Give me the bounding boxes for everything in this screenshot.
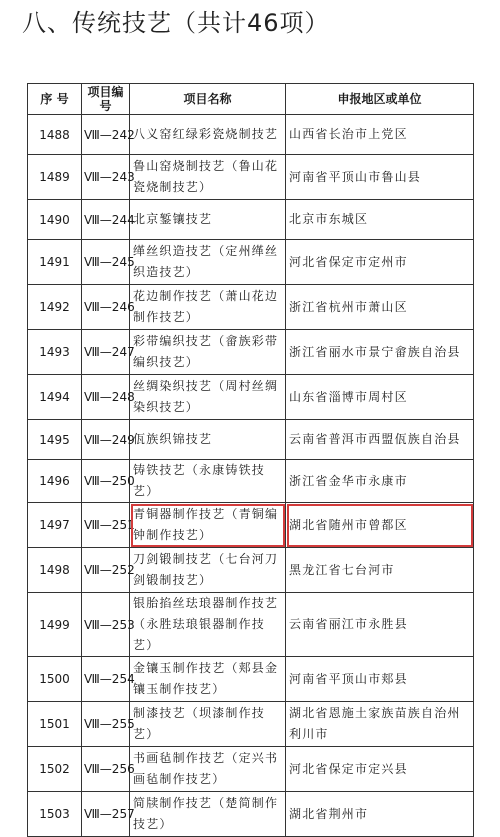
row-code: Ⅷ—248 (82, 375, 130, 420)
row-number: 1501 (28, 702, 82, 747)
row-number: 1503 (28, 792, 82, 837)
row-number: 1497 (28, 503, 82, 548)
table-row (28, 593, 474, 657)
row-region: 山东省淄博市周村区 (286, 375, 474, 420)
table-row (28, 792, 474, 837)
row-code: Ⅷ—243 (82, 155, 130, 200)
row-number: 1489 (28, 155, 82, 200)
row-name: 银胎掐丝珐琅器制作技艺（永胜珐琅银器制作技艺） (130, 593, 286, 657)
row-region: 河南省平顶山市郏县 (286, 657, 474, 702)
row-code: Ⅷ—257 (82, 792, 130, 837)
row-name: 鲁山窑烧制技艺（鲁山花瓷烧制技艺） (130, 155, 286, 200)
table-row (28, 200, 474, 240)
header-no: 序 号 (28, 84, 82, 115)
row-region: 浙江省丽水市景宁畲族自治县 (286, 330, 474, 375)
row-region: 河北省保定市定州市 (286, 240, 474, 285)
row-name: 彩带编织技艺（畲族彩带编织技艺） (130, 330, 286, 375)
header-region: 申报地区或单位 (286, 84, 474, 115)
row-number: 1492 (28, 285, 82, 330)
row-region: 云南省丽江市永胜县 (286, 593, 474, 657)
row-name: 花边制作技艺（萧山花边制作技艺） (130, 285, 286, 330)
row-name: 刀剑锻制技艺（七台河刀剑锻制技艺） (130, 548, 286, 593)
table-row (28, 548, 474, 593)
row-code: Ⅷ—249 (82, 420, 130, 460)
row-number: 1490 (28, 200, 82, 240)
table-row (28, 460, 474, 503)
table-row (28, 240, 474, 285)
row-code: Ⅷ—246 (82, 285, 130, 330)
row-code: Ⅷ—250 (82, 460, 130, 503)
header-name: 项目名称 (130, 84, 286, 115)
row-code: Ⅷ—252 (82, 548, 130, 593)
table-row (28, 330, 474, 375)
row-name: 书画毡制作技艺（定兴书画毡制作技艺） (130, 747, 286, 792)
table-row (28, 702, 474, 747)
row-name: 缂丝织造技艺（定州缂丝织造技艺） (130, 240, 286, 285)
row-name: 丝绸染织技艺（周村丝绸染织技艺） (130, 375, 286, 420)
row-region: 浙江省金华市永康市 (286, 460, 474, 503)
heritage-table (27, 83, 474, 837)
table-row (28, 115, 474, 155)
row-region: 河南省平顶山市鲁山县 (286, 155, 474, 200)
row-name: 八义窑红绿彩瓷烧制技艺 (130, 115, 286, 155)
row-name: 制漆技艺（坝漆制作技艺） (130, 702, 286, 747)
page-title: 八、传统技艺（共计46项） (22, 9, 330, 37)
table-row (28, 503, 474, 548)
row-region: 黑龙江省七台河市 (286, 548, 474, 593)
row-region: 北京市东城区 (286, 200, 474, 240)
row-region: 浙江省杭州市萧山区 (286, 285, 474, 330)
row-name: 简牍制作技艺（楚简制作技艺） (130, 792, 286, 837)
row-code: Ⅷ—254 (82, 657, 130, 702)
row-number: 1500 (28, 657, 82, 702)
row-region: 湖北省随州市曾都区 (286, 503, 474, 548)
row-number: 1488 (28, 115, 82, 155)
row-number: 1502 (28, 747, 82, 792)
row-code: Ⅷ—253 (82, 593, 130, 657)
row-region: 湖北省荆州市 (286, 792, 474, 837)
row-number: 1498 (28, 548, 82, 593)
row-name: 佤族织锦技艺 (130, 420, 286, 460)
table-header-row (28, 84, 474, 115)
row-region: 湖北省恩施土家族苗族自治州利川市 (286, 702, 474, 747)
row-code: Ⅷ—247 (82, 330, 130, 375)
table-row (28, 375, 474, 420)
header-code: 项目编号 (82, 84, 130, 115)
table-row (28, 420, 474, 460)
row-number: 1499 (28, 593, 82, 657)
row-code: Ⅷ—256 (82, 747, 130, 792)
row-name: 金镶玉制作技艺（郏县金镶玉制作技艺） (130, 657, 286, 702)
row-number: 1496 (28, 460, 82, 503)
row-region: 山西省长治市上党区 (286, 115, 474, 155)
row-number: 1494 (28, 375, 82, 420)
row-code: Ⅷ—255 (82, 702, 130, 747)
row-name: 北京錾镶技艺 (130, 200, 286, 240)
row-code: Ⅷ—242 (82, 115, 130, 155)
row-number: 1493 (28, 330, 82, 375)
row-name: 铸铁技艺（永康铸铁技艺） (130, 460, 286, 503)
row-region: 河北省保定市定兴县 (286, 747, 474, 792)
row-number: 1495 (28, 420, 82, 460)
row-number: 1491 (28, 240, 82, 285)
table-row (28, 747, 474, 792)
row-name: 青铜器制作技艺（青铜编钟制作技艺） (130, 503, 286, 548)
row-code: Ⅷ—245 (82, 240, 130, 285)
table-row (28, 285, 474, 330)
row-region: 云南省普洱市西盟佤族自治县 (286, 420, 474, 460)
row-code: Ⅷ—244 (82, 200, 130, 240)
table-row (28, 155, 474, 200)
table-row (28, 657, 474, 702)
row-code: Ⅷ—251 (82, 503, 130, 548)
